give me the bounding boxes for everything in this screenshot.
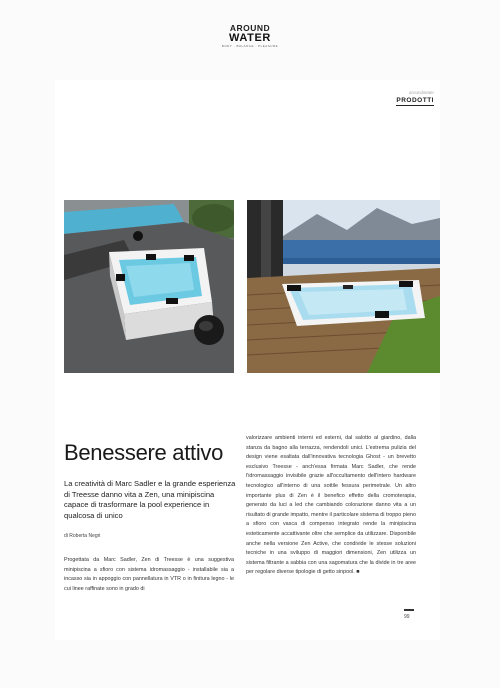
page-number: 99 (404, 614, 410, 620)
section-name: PRODOTTI (396, 97, 434, 104)
article-title: Benessere attivo (64, 440, 224, 465)
logo-line-2: WATER (229, 32, 271, 44)
article-byline: di Roberta Negri (64, 533, 101, 539)
photo-terrace-pool (64, 200, 234, 373)
article-subtitle: La creatività di Marc Sadler e la grande esperienza di Treesse danno vita a Zen, una minipiscina capace di trasformare la pool experience in qualcosa di unico (64, 479, 236, 520)
body-column-left: Progettata da Marc Sadler, Zen di Treesse è una suggestiva minipiscina a sfioro con sistema idromassaggio - installabile sia a incasso sia in appoggio con pannellatura in VTR o in finitura legno - le cui linee raffinate sono in grado di (64, 557, 234, 592)
magazine-logo (0, 24, 500, 49)
logo-tagline: BODY · BALANCE · PLEASURE (221, 44, 279, 48)
logo-line-1: AROUND (229, 23, 271, 33)
body-column-right: valorizzare ambienti interni ed esterni, dal salotto al giardino, dalla stanza da bagno alla terrazza, rendendoli unici. L'estrema pulizia del design viene esaltata dall'innovativa tecnologia Ghost - un brevetto esclusivo Treesse - anch'essa firmata Marc Sadler, che rende l'idromassaggio invisibile grazie all'occultamento dell'intero hardware tecnologico all'interno di una sottile fessura perimetrale. Un altro importante plus di Zen è il benefico effetto della cromoterapia, generato da luci a led che cambiando colorazione danno vita a un risultato di grande impatto, mentre il particolare sistema di troppo pieno a sfioro con vasca di compenso integrato rende la minipiscina esteticamente accattivante oltre che semplice da utilizzare. Disponibile anche nella versione Zen Active, che condivide le stesse soluzioni tecniche in una sviluppo di maggiori dimensioni, Zen utilizza un sistema filtrante a sabbia con una sagomatura che la divide in tre aree per regolare diverse tipologie di getto sinpool. ■ (246, 435, 416, 576)
section-kicker: aroundwater (408, 90, 434, 95)
folio-bar (404, 609, 414, 611)
photo-deck-pool (247, 200, 440, 373)
